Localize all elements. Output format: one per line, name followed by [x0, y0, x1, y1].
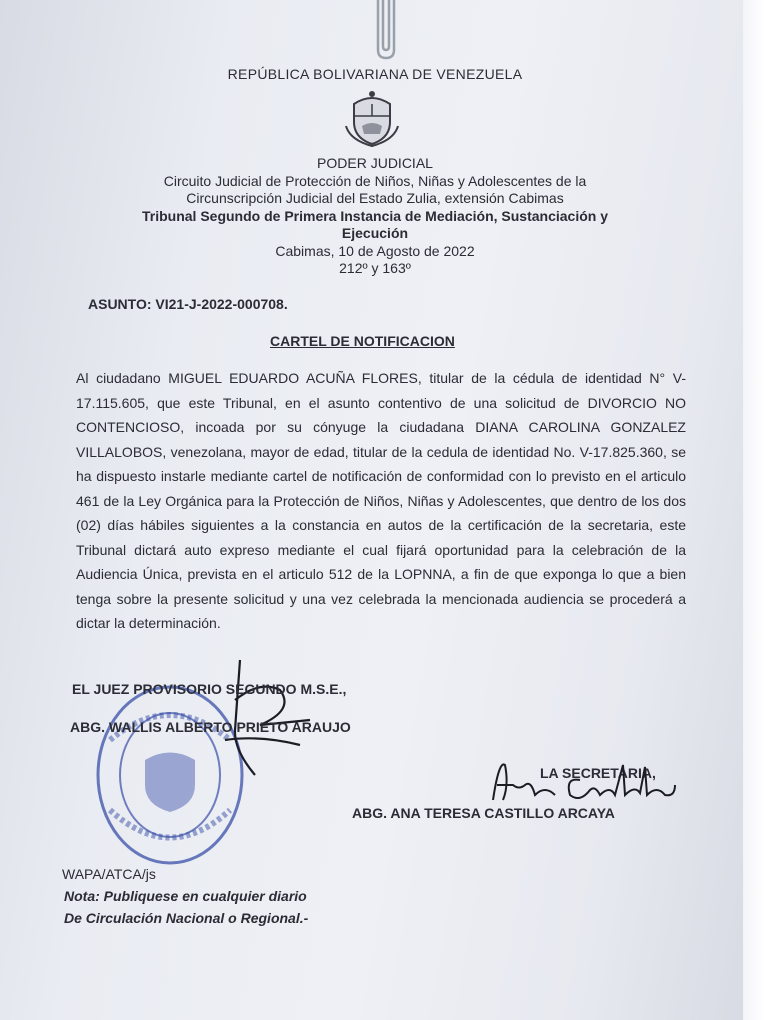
date-block: [80, 243, 670, 277]
document-years: 212º y 163º: [339, 260, 411, 276]
circuit-line-1: Circuito Judicial de Protección de Niños, Niñas y Adolescentes de la: [163, 173, 587, 189]
tribunal-heading: [80, 208, 670, 242]
secretary-role: LA SECRETARIA,: [540, 765, 656, 781]
document-date: Cabimas, 10 de Agosto de 2022: [275, 243, 475, 259]
note-line-2: De Circulación Nacional o Regional.-: [64, 910, 309, 926]
secretary-signature-icon: [485, 755, 685, 810]
circuit-heading: [80, 173, 670, 207]
case-number: ASUNTO: VI21-J-2022-000708.: [88, 296, 288, 312]
judge-role: EL JUEZ PROVISORIO SEGUNDO M.S.E.,: [72, 681, 347, 697]
circuit-line-2: Circunscripción Judicial del Estado Zulia, extensión Cabimas: [186, 190, 564, 206]
secretary-name: ABG. ANA TERESA CASTILLO ARCAYA: [352, 805, 615, 821]
branch-heading: PODER JUDICIAL: [317, 155, 433, 171]
note-line-1: Nota: Publiquese en cualquier diario: [64, 888, 307, 904]
tribunal-line-2: Ejecución: [341, 225, 409, 241]
coat-of-arms-icon: [340, 86, 404, 150]
judge-signature-icon: [200, 640, 320, 780]
document-title: CARTEL DE NOTIFICACION: [270, 333, 455, 349]
paper-edge: [743, 0, 765, 1020]
notification-body: Al ciudadano MIGUEL EDUARDO ACUÑA FLORES, titular de la cédula de identidad N° V-17.115.605, que este Tribunal, en el asunto contentivo de una solicitud de DIVORCIO NO CONTENCIOSO, incoada por su cónyuge la ciudadana DIANA CAROLINA GONZALEZ VILLALOBOS, venezolana, mayor de edad, titular de la cedula de identidad No. V-17.825.360, se ha dispuesto instarle mediante cartel de notificación de conformidad con lo previsto en el articulo 461 de la Ley Orgánica para la Protección de Niños, Niñas y Adolescentes, que dentro de los dos (02) días hábiles siguientes a la constancia en autos de la certificación de la secretaria, este Tribunal dictará auto expreso mediante el cual fijará oportunidad para la celebración de la Audiencia Única, prevista en el articulo 512 de la LOPNNA, a fin de que exponga lo que a bien tenga sobre la presente solicitud y una vez celebrada la mencionada audiencia se procederá a dictar la determinación.: [76, 370, 686, 631]
paper-clip-icon: [370, 0, 404, 62]
reference-initials: WAPA/ATCA/js: [62, 866, 156, 882]
republic-heading: REPÚBLICA BOLIVARIANA DE VENEZUELA: [227, 66, 523, 82]
tribunal-line-1: Tribunal Segundo de Primera Instancia de Mediación, Sustanciación y: [141, 208, 608, 224]
judge-name: ABG. WALLIS ALBERTO PRIETO ARAUJO: [70, 719, 351, 735]
